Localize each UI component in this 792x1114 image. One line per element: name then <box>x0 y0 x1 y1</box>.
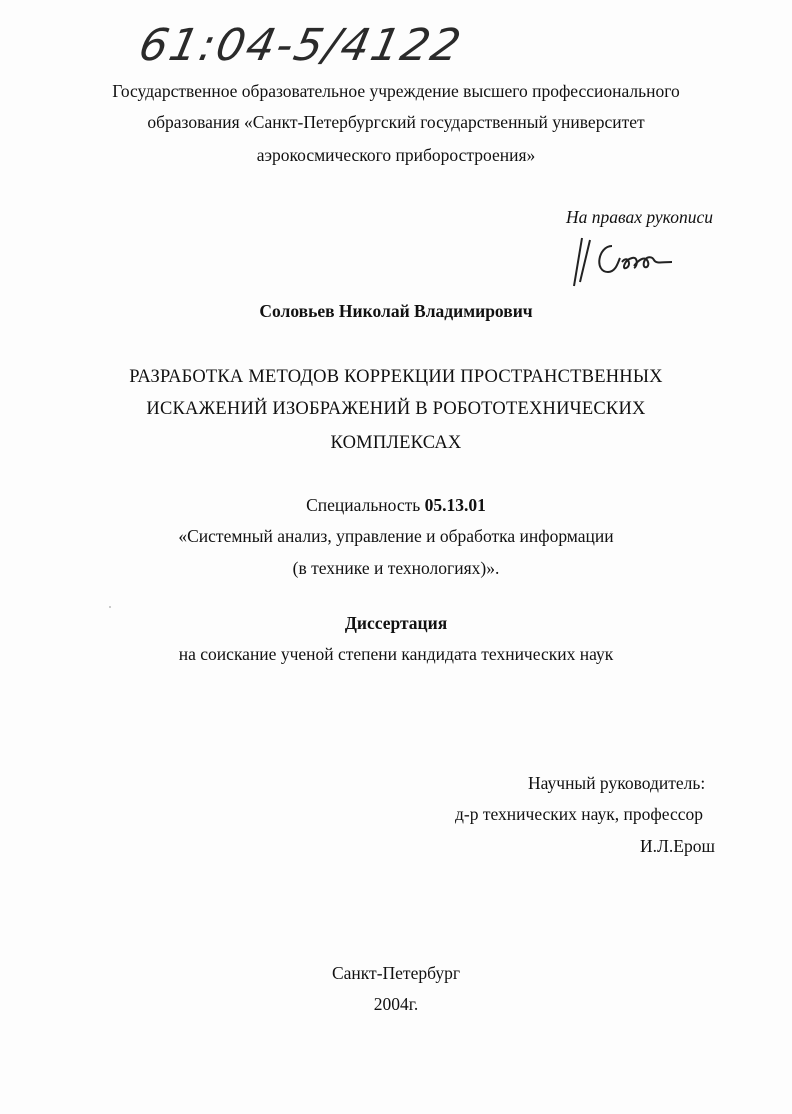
title-line-3: КОМПЛЕКСАХ <box>330 433 462 453</box>
supervisor-label: Научный руководитель: <box>528 773 706 793</box>
specialty-code: 05.13.01 <box>424 495 486 515</box>
institution-line-3: аэрокосмического приборостроения» <box>256 145 536 165</box>
signature-image <box>568 232 678 292</box>
institution-line-2: образования «Санкт-Петербургский государственный университет <box>147 112 645 132</box>
supervisor-credentials: д-р технических наук, профессор <box>455 804 703 824</box>
manuscript-note: На правах рукописи <box>566 207 713 227</box>
year: 2004г. <box>373 994 419 1014</box>
specialty-name-line-2: (в технике и технологиях)». <box>292 558 500 578</box>
scan-speck <box>109 606 111 608</box>
title-line-1: РАЗРАБОТКА МЕТОДОВ КОРРЕКЦИИ ПРОСТРАНСТВЕННЫХ <box>129 367 663 387</box>
specialty-name-line-1: «Системный анализ, управление и обработка информации <box>178 526 614 546</box>
specialty-label: Специальность <box>306 495 421 515</box>
title-line-2: ИСКАЖЕНИЙ ИЗОБРАЖЕНИЙ В РОБОТОТЕХНИЧЕСКИХ <box>146 399 646 419</box>
degree-line: на соискание ученой степени кандидата технических наук <box>178 644 614 664</box>
work-type: Диссертация <box>344 613 448 633</box>
supervisor-name: И.Л.Ерош <box>640 836 715 856</box>
city: Санкт-Петербург <box>331 963 461 983</box>
institution-line-1: Государственное образовательное учреждение высшего профессионального <box>112 81 680 101</box>
archive-number-handwritten: 61:04-5/4122 <box>134 20 467 71</box>
specialty-line <box>0 494 792 516</box>
author-name: Соловьев Николай Владимирович <box>259 301 533 321</box>
